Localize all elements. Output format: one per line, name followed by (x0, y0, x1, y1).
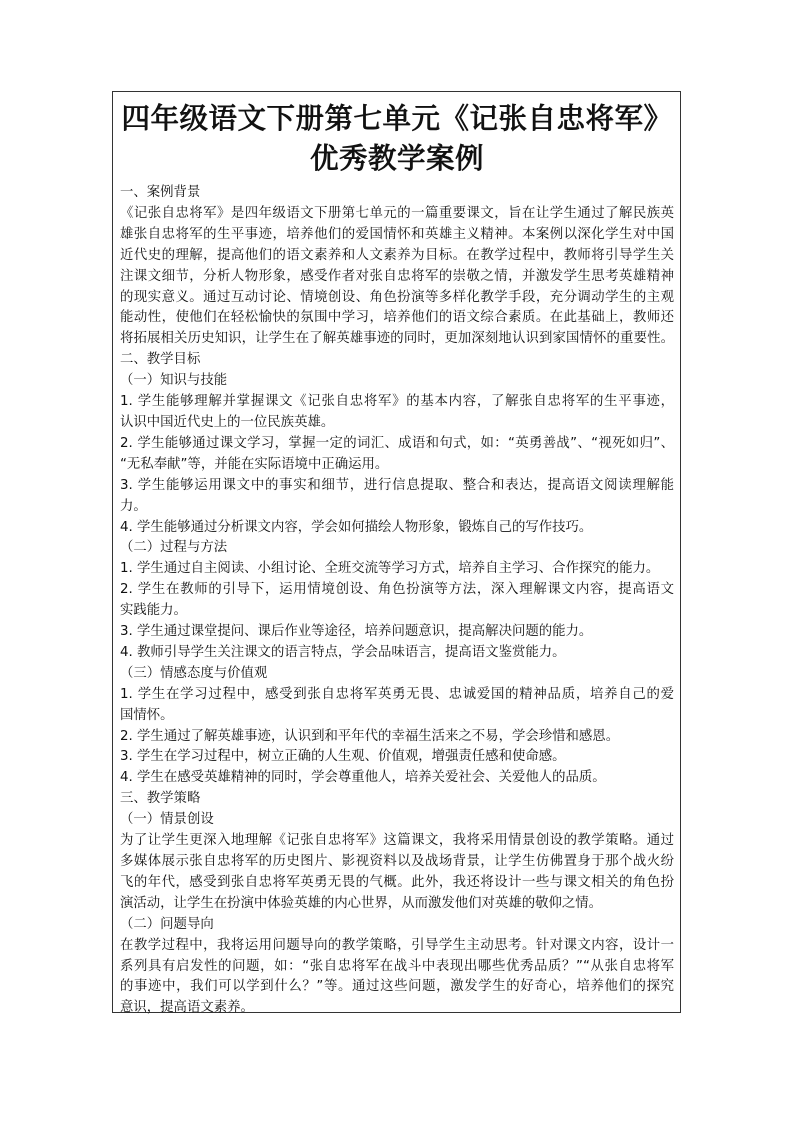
text-line: 1. 学生在学习过程中，感受到张自忠将军英勇无畏、忠诚爱国的精神品质，培养自己的爱 (120, 686, 674, 702)
text-line: 3. 学生能够运用课文中的事实和细节，进行信息提取、整合和表达，提高语文阅读理解能 (120, 477, 674, 493)
text-line: 认识中国近代史上的一位民族英雄。 (120, 414, 335, 430)
text-line: 力。 (120, 498, 147, 514)
text-line: （一）情景创设 (120, 812, 214, 828)
text-line: 的事迹中，我们可以学到什么？”等。通过这些问题，激发学生的好奇心，培养他们的探究 (120, 979, 674, 995)
text-line: 将拓展相关历史知识，让学生在了解英雄事迹的同时，更加深刻地认识到家国情怀的重要性。 (120, 331, 674, 347)
text-line: 的现实意义。通过互动讨论、情境创设、角色扮演等多样化教学手段，充分调动学生的主观 (120, 289, 674, 305)
text-line: 近代史的理解，提高他们的语文素养和人文素养为目标。在教学过程中，教师将引导学生关 (120, 247, 674, 263)
text-line: 1. 学生通过自主阅读、小组讨论、全班交流等学习方式，培养自主学习、合作探究的能力。 (120, 561, 660, 577)
text-line: 三、教学策略 (120, 791, 201, 807)
text-line: “无私奉献”等，并能在实际语境中正确运用。 (120, 456, 389, 472)
text-line: （三）情感态度与价值观 (120, 665, 268, 681)
text-line: 实践能力。 (120, 603, 187, 619)
document-body (120, 183, 674, 1019)
text-line: 注课文细节，分析人物形象，感受作者对张自忠将军的崇敬之情，并激发学生思考英雄精神 (120, 268, 674, 284)
text-line: 4. 教师引导学生关注课文的语言特点，学会品味语言，提高语文鉴赏能力。 (120, 644, 566, 660)
text-line: 在教学过程中，我将运用问题导向的教学策略，引导学生主动思考。针对课文内容，设计一 (120, 937, 674, 953)
text-line: 为了让学生更深入地理解《记张自忠将军》这篇课文，我将采用情景创设的教学策略。通过 (120, 833, 674, 849)
document-title (120, 99, 674, 179)
text-line: 一、案例背景 (120, 185, 201, 200)
text-line: 演活动，让学生在扮演中体验英雄的内心世界，从而激发他们对英雄的敬仰之情。 (120, 895, 603, 911)
text-line: 4. 学生能够通过分析课文内容，学会如何描绘人物形象，锻炼自己的写作技巧。 (120, 519, 593, 535)
text-line: （二）过程与方法 (120, 540, 228, 556)
text-line: （二）问题导向 (120, 916, 214, 932)
text-line: 《记张自忠将军》是四年级语文下册第七单元的一篇重要课文，旨在让学生通过了解民族英 (120, 205, 674, 221)
text-line: 2. 学生通过了解英雄事迹，认识到和平年代的幸福生活来之不易，学会珍惜和感恩。 (120, 728, 620, 744)
text-line: （一）知识与技能 (120, 373, 228, 389)
text-line: 2. 学生能够通过课文学习，掌握一定的词汇、成语和句式，如：“英勇善战”、“视死如归”、 (120, 435, 674, 451)
text-line: 国情怀。 (120, 707, 174, 723)
text-line: 雄张自忠将军的生平事迹，培养他们的爱国情怀和英雄主义精神。本案例以深化学生对中国 (120, 226, 674, 242)
text-line: 1. 学生能够理解并掌握课文《记张自忠将军》的基本内容，了解张自忠将军的生平事迹， (120, 394, 674, 410)
text-line: 4. 学生在感受英雄精神的同时，学会尊重他人，培养关爱社会、关爱他人的品质。 (120, 770, 606, 786)
text-line: 系列具有启发性的问题，如：“张自忠将军在战斗中表现出哪些优秀品质？”“从张自忠将军 (120, 958, 674, 974)
text-line: 能动性，使他们在轻松愉快的氛围中学习，培养他们的语文综合素质。在此基础上，教师还 (120, 310, 674, 326)
document-frame (112, 91, 681, 1016)
text-line: 意识，提高语文素养。 (120, 1000, 254, 1016)
text-line: 3. 学生通过课堂提问、课后作业等途径，培养问题意识，提高解决问题的能力。 (120, 624, 593, 640)
title-line-1: 四年级语文下册第七单元《记张自忠将军》 (121, 102, 673, 135)
text-line: 3. 学生在学习过程中，树立正确的人生观、价值观，增强责任感和使命感。 (120, 749, 566, 765)
text-line: 2. 学生在教师的引导下，运用情境创设、角色扮演等方法，深入理解课文内容，提高语文 (120, 582, 674, 598)
text-line: 飞的年代，感受到张自忠将军英勇无畏的气概。此外，我还将设计一些与课文相关的角色扮 (120, 874, 674, 890)
title-line-2: 优秀教学案例 (309, 142, 484, 175)
text-line: 多媒体展示张自忠将军的历史图片、影视资料以及战场背景，让学生仿佛置身于那个战火纷 (120, 854, 674, 869)
text-line: 二、教学目标 (120, 352, 201, 368)
